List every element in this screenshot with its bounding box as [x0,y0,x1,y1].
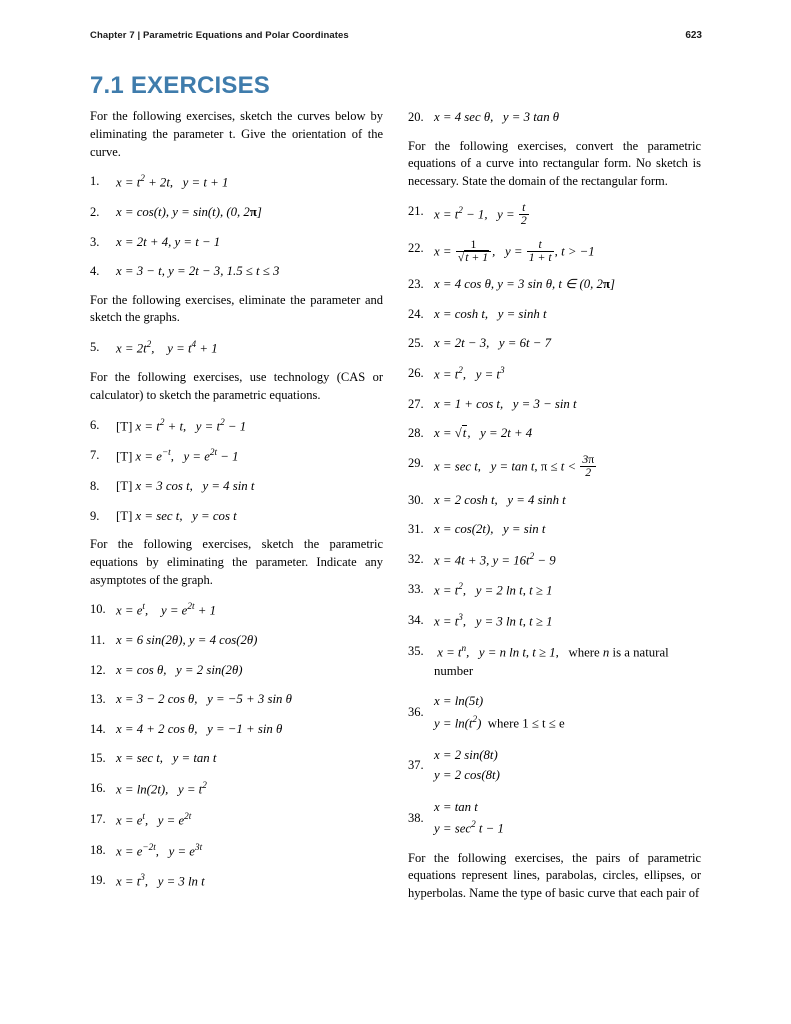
exercise-equation: $x = t^n$, y = n ln t, t ≥ 1, where n is a natural number [434,643,669,678]
exercise-item [90,720,383,739]
exercise-number: 18. [90,842,106,857]
exercise-number: 28. [408,426,424,441]
exercise-item [408,305,701,324]
exercise-item [408,491,701,510]
exercise-item [408,520,701,539]
exercise-equation: x = 3 − 2 cos θ, y = −5 + 3 sin θ [116,692,292,707]
left-column [90,108,383,902]
exercise-item [90,810,383,830]
exercise-number: 35. [408,644,424,659]
exercise-number: 8. [90,479,100,494]
chapter-title: Chapter 7 | Parametric Equations and Polar Coordinates [90,30,349,41]
exercise-item [408,108,701,127]
exercise-number: 31. [408,522,424,537]
exercise-number: 30. [408,492,424,507]
exercise-number: 29. [408,455,424,470]
exercise-equation: x = cos(t), y = sin(t), (0, 2π] [116,205,262,220]
exercise-number: 1. [90,174,100,189]
exercise-item [408,611,701,631]
exercise-equation: x = $\frac{1}{√t + 1}$ , y = $\frac{t}{1 + t}$ , t > −1 [434,237,595,264]
exercise-number: 22. [408,240,424,255]
exercise-equation: $x = e^{-2t}$, $y = e^{3t}$ [116,841,203,858]
exercise-equation: [T] $x = e^{-t}$, $y = e^{2t} - 1$ [116,447,239,464]
exercise-item [408,580,701,600]
exercise-list-left-3 [90,416,383,526]
exercise-number: 11. [90,633,106,648]
exercise-item [90,416,383,436]
exercise-item [408,239,701,265]
exercise-equation: $x = t^2 - 1$, y = $\frac{t}{2}$ [434,200,527,228]
page-number: 623 [685,30,702,41]
exercise-item [408,202,701,228]
exercise-number: 20. [408,110,424,124]
exercise-number: 21. [408,203,424,218]
exercise-item [90,172,383,192]
exercise-item [90,477,383,496]
exercise-equation: $x = 2t^2$, $y = t^4 + 1$ [116,339,218,356]
exercise-equation: x = sec t, y = tan t, π ≤ t < $\frac{3\pi}{2}$ [434,452,595,480]
exercise-item [90,446,383,466]
exercise-item [408,454,701,480]
exercise-number: 3. [90,234,100,249]
exercise-equation: $x = e^t$, $y = e^{2t}$ [116,810,192,828]
instruction-paragraph: For the following exercises, the pairs of parametric equations represent lines, parabolas, circles, ellipses, or hyperbolas. Name the type of basic curve that each pair of [408,850,701,901]
page-header [90,30,702,41]
instruction-paragraph: For the following exercises, sketch the parametric equations by eliminating the parameter. Indicate any asymptotes of the graph. [90,537,383,587]
exercise-list-right-0 [408,108,701,127]
exercise-item [90,233,383,252]
exercise-item [408,395,701,414]
exercise-equation: x = 4 + 2 cos θ, y = −1 + sin θ [116,721,283,736]
exercise-item [90,779,383,799]
exercise-equation: x = 4 sec θ, y = 3 tan θ [434,110,560,124]
exercise-item [90,749,383,768]
exercise-number: 37. [408,758,424,772]
exercise-number: 4. [90,264,100,279]
exercise-equation: x = 6 sin(2θ), y = 4 cos(2θ) [116,633,258,648]
exercise-item [408,364,701,384]
exercise-equation: x = ln(5t) $y = \ln(t^2)$ where 1 ≤ t ≤ e [434,694,565,731]
exercise-list-left-1 [90,172,383,280]
exercise-equation: x = cos θ, y = 2 sin(2θ) [116,662,243,677]
exercise-number: 27. [408,396,424,411]
instruction-paragraph: For the following exercises, eliminate the parameter and sketch the graphs. [90,292,383,325]
exercise-item [90,841,383,861]
exercise-number: 23. [408,277,424,292]
exercise-number: 33. [408,582,424,597]
exercise-equation: x = 2 cosh t, y = 4 sinh t [434,492,566,507]
exercise-equation: [T] x = 3 cos t, y = 4 sin t [116,479,255,494]
exercise-number: 5. [90,340,100,355]
exercise-list-left-4 [90,600,383,891]
exercise-equation: x = √t, y = 2t + 4 [434,426,533,441]
exercise-number: 32. [408,551,424,566]
exercise-equation: [T] x = sec t, y = cos t [116,508,237,523]
exercise-item [408,275,701,294]
exercise-item [90,338,383,358]
exercise-equation: x = 2t − 3, y = 6t − 7 [434,336,551,351]
exercise-equation: x = 1 + cos t, y = 3 − sin t [434,396,577,411]
exercise-number: 14. [90,721,106,736]
exercise-equation: $x = e^t$, $y = e^{2t} + 1$ [116,601,216,618]
exercise-item [408,691,701,733]
exercise-list-left-2 [90,338,383,358]
exercise-equation: x = 4t + 3, $y = 16t^2 - 9$ [434,550,556,567]
exercise-equation: $x = t^2$, $y = t^3$ [434,364,505,382]
exercise-equation: [T] $x = t^2 + t$, $y = t^2 - 1$ [116,416,247,433]
exercise-item [90,871,383,891]
exercise-equation: x = tan t $y = \sec^2 t - 1$ [434,799,504,836]
exercise-equation: x = sec t, y = tan t [116,751,217,766]
exercise-item [90,203,383,222]
exercise-number: 10. [90,602,106,617]
instruction-paragraph: For the following exercises, use technology (CAS or calculator) to sketch the parametric equations. [90,370,383,402]
exercise-equation: x = cos(2t), y = sin t [434,522,546,537]
exercise-number: 15. [90,751,106,766]
exercise-number: 19. [90,873,106,888]
exercise-item [90,262,383,281]
exercise-item [90,690,383,709]
exercise-item [408,550,701,570]
exercise-equation: x = cosh t, y = sinh t [434,306,547,321]
exercise-equation: x = 2 sin(8t) y = 2 cos(8t) [434,747,500,783]
exercise-equation: $x = t^3$, y = 3 ln t, t ≥ 1 [434,612,553,629]
exercise-list-right-1 [408,202,701,839]
exercise-number: 16. [90,781,106,796]
exercise-equation: x = 2t + 4, y = t − 1 [116,234,221,249]
exercise-number: 26. [408,365,424,380]
exercise-item [408,745,701,786]
exercise-equation: $x = t^3$, y = 3 ln t [116,872,205,889]
exercise-number: 7. [90,448,100,463]
exercise-equation: x = ln(2t), $y = t^2$ [116,780,207,797]
exercise-number: 24. [408,306,424,321]
exercise-equation: x = 4 cos θ, y = 3 sin θ, t ∈ (0, 2π] [434,277,615,292]
instruction-paragraph: For the following exercises, sketch the curves below by eliminating the parameter t. Give the orientation of the curve. [90,109,383,159]
exercise-number: 38. [408,810,424,825]
exercise-number: 36. [408,705,424,720]
exercise-item [408,642,701,680]
exercise-item [408,797,701,839]
exercise-equation: $x = t^2 + 2t$, y = t + 1 [116,173,229,190]
right-column [408,108,701,914]
exercise-item [408,424,701,443]
exercise-item [90,600,383,620]
exercise-item [90,631,383,650]
exercise-number: 25. [408,336,424,351]
exercise-item [90,661,383,680]
exercise-equation: $x = t^2$, y = 2 ln t, t ≥ 1 [434,581,553,598]
exercise-equation: x = 3 − t, y = 2t − 3, 1.5 ≤ t ≤ 3 [116,264,280,279]
exercise-number: 34. [408,613,424,628]
exercise-number: 6. [90,417,100,432]
page-title: 7.1 EXERCISES [90,72,271,99]
exercise-number: 12. [90,662,106,677]
exercise-number: 13. [90,692,106,707]
exercise-item [90,507,383,526]
exercise-number: 9. [90,508,100,523]
exercise-number: 2. [90,205,100,220]
exercise-item [408,334,701,353]
instruction-paragraph: For the following exercises, convert the parametric equations of a curve into rectangular form. No sketch is necessary. State the domain of the rectangular form. [408,138,701,189]
exercise-number: 17. [90,811,106,826]
